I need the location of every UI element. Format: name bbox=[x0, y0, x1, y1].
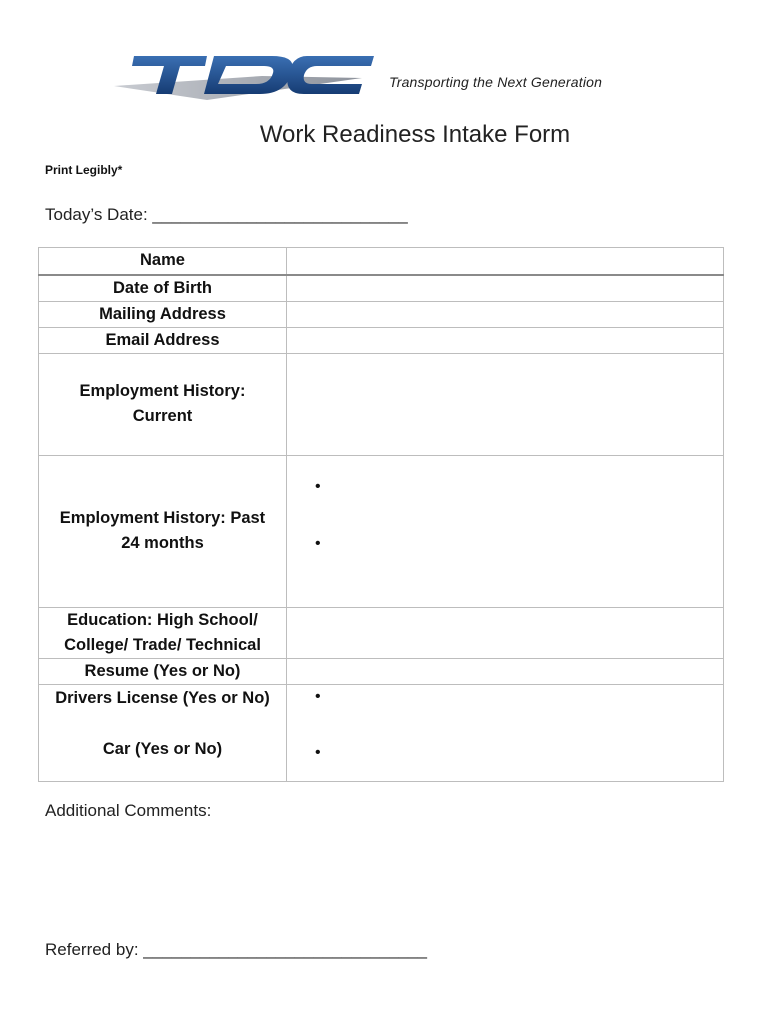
row-name bbox=[39, 248, 724, 275]
row-mailing bbox=[39, 301, 724, 327]
emp-past-field[interactable] bbox=[287, 455, 724, 607]
bullet: • bbox=[315, 477, 321, 495]
bullet: • bbox=[315, 534, 321, 552]
todays-date-field[interactable]: Today’s Date: ___________________________ bbox=[45, 205, 408, 224]
label-mailing: Mailing Address bbox=[39, 301, 287, 327]
dob-field[interactable] bbox=[287, 275, 724, 302]
print-note: Print Legibly* bbox=[45, 163, 123, 177]
row-resume bbox=[39, 658, 724, 684]
row-dob bbox=[39, 275, 724, 302]
label-dob: Date of Birth bbox=[39, 275, 287, 302]
row-emp-past bbox=[39, 455, 724, 607]
label-education bbox=[39, 607, 287, 658]
bullet: • bbox=[315, 743, 321, 761]
resume-field[interactable] bbox=[287, 658, 724, 684]
row-education bbox=[39, 607, 724, 658]
label-resume: Resume (Yes or No) bbox=[39, 658, 287, 684]
education-field[interactable] bbox=[287, 607, 724, 658]
label-education-line2: College/ Trade/ Technical bbox=[64, 635, 261, 654]
row-email bbox=[39, 327, 724, 353]
mailing-field[interactable] bbox=[287, 301, 724, 327]
label-email: Email Address bbox=[39, 327, 287, 353]
label-emp-past bbox=[39, 455, 287, 607]
emp-current-field[interactable] bbox=[287, 353, 724, 455]
name-field[interactable] bbox=[287, 248, 724, 275]
label-license: Drivers License (Yes or No) bbox=[55, 688, 270, 707]
label-car: Car (Yes or No) bbox=[102, 739, 223, 758]
label-education-line1: Education: High School/ bbox=[67, 610, 258, 629]
tagline: Transporting the Next Generation bbox=[389, 74, 603, 90]
bullet: • bbox=[315, 687, 321, 705]
row-license-car bbox=[39, 684, 724, 781]
label-emp-current-line1: Employment History: bbox=[79, 382, 246, 400]
form-title: Work Readiness Intake Form bbox=[259, 121, 571, 148]
tdc-logo bbox=[112, 48, 672, 104]
email-field[interactable] bbox=[287, 327, 724, 353]
label-emp-current-line2: Current bbox=[132, 407, 193, 425]
label-emp-current bbox=[39, 353, 287, 455]
referred-by-field[interactable]: Referred by: ______________________________ bbox=[45, 940, 427, 959]
label-emp-past-line2: 24 months bbox=[121, 534, 204, 552]
tdc-logo-mark bbox=[112, 48, 382, 104]
license-car-field[interactable] bbox=[287, 684, 724, 781]
intake-table bbox=[38, 247, 724, 782]
row-emp-current bbox=[39, 353, 724, 455]
additional-comments-label: Additional Comments: bbox=[45, 801, 212, 820]
label-license-car bbox=[39, 684, 287, 781]
label-name: Name bbox=[39, 248, 287, 275]
label-emp-past-line1: Employment History: Past bbox=[59, 509, 266, 527]
